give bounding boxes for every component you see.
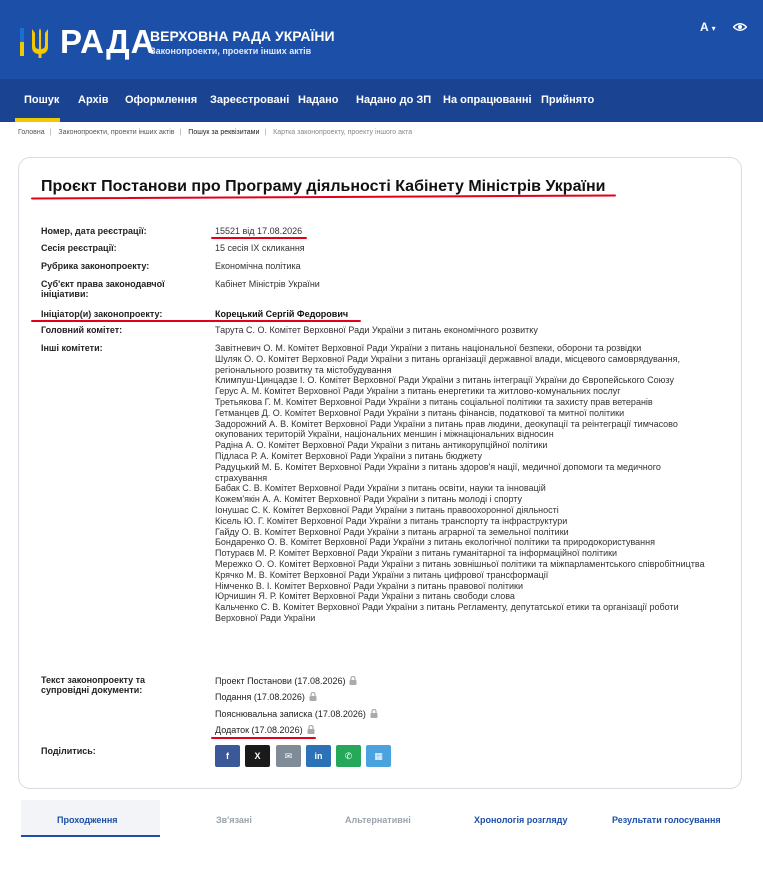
document-link-label: Проект Постанови (17.08.2026) [215, 676, 346, 686]
nav-item-provided-to-zp[interactable]: Надано до ЗП [356, 94, 432, 106]
committee-item: Потураєв М. Р. Комітет Верховної Ради України з питань гуманітарної та інформаційної політики [215, 548, 618, 559]
qr-share-button[interactable]: ▦ [366, 745, 391, 767]
committee-item: Герус А. М. Комітет Верховної Ради України з питань енергетики та житлово-комунальних послуг [215, 386, 621, 397]
main-committee-value: Тарута С. О. Комітет Верховної Ради України з питань економічного розвитку [215, 325, 538, 335]
breadcrumb: Головна | Законопроекти, проекти інших актів | Пошук за реквізитами | Картка законопроекту, проекту іншого акта [18, 129, 413, 136]
subject-label-line-2: ініціативи: [41, 289, 89, 299]
reg-value: 15521 від 17.08.2026 [215, 226, 303, 236]
committee-item: Задорожний А. В. Комітет Верховної Ради України з питань прав людини, деокупації та реінтеграції тимчасово окупованих територій України, національних меншин і міжнаціональних відносин [215, 418, 678, 440]
tab-voting-results[interactable]: Результати голосування [612, 815, 721, 825]
breadcrumb-home[interactable]: Головна [18, 129, 45, 136]
subject-value: Кабінет Міністрів України [215, 279, 320, 289]
reg-highlight-line [211, 237, 307, 239]
other-committees-label: Інші комітети: [41, 343, 103, 353]
session-value: 15 сесія IX скликання [215, 243, 305, 253]
site-subtitle: Законопроекти, проекти інших актів [150, 46, 312, 56]
document-link[interactable] [215, 709, 378, 719]
tab-chronology[interactable]: Хронологія розгляду [474, 815, 568, 825]
rubric-label: Рубрика законопроекту: [41, 261, 150, 271]
committee-item: Бондаренко О. В. Комітет Верховної Ради України з питань екологічної політики та природокористування [215, 537, 655, 548]
site-title: ВЕРХОВНА РАДА УКРАЇНИ [150, 28, 335, 44]
nav-item-processing[interactable]: На опрацюванні [443, 94, 532, 106]
breadcrumb-bills[interactable]: Законопроекти, проекти інших актів [58, 129, 175, 136]
main-nav [0, 79, 763, 122]
tabs-bar [0, 800, 763, 837]
nav-item-registered[interactable]: Зареєстровані [210, 94, 290, 106]
committee-item: Іонушас С. К. Комітет Верховної Ради України з питань правоохоронної діяльності [215, 504, 559, 515]
breadcrumb-current: Картка законопроекту, проекту іншого акта [273, 129, 413, 136]
font-size-letter: A [700, 20, 709, 34]
document-link-label: Пояснювальна записка (17.08.2026) [215, 709, 366, 719]
reg-label: Номер, дата реєстрації: [41, 226, 147, 236]
tab-related[interactable]: Зв'язані [216, 815, 252, 825]
committee-item: Гетманцев Д. О. Комітет Верховної Ради України з питань фінансів, податкової та митної політики [215, 407, 625, 418]
subject-label [41, 279, 165, 299]
breadcrumb-search[interactable]: Пошук за реквізитами [188, 129, 260, 136]
initiator-highlight-line [31, 320, 361, 322]
committee-item: Німченко В. І. Комітет Верховної Ради України з питань правової політики [215, 580, 524, 591]
docs-label [41, 675, 145, 695]
linkedin-share-button[interactable]: in [306, 745, 331, 767]
document-link-label: Подання (17.08.2026) [215, 692, 305, 702]
subject-label-line-1: Суб'єкт права законодавчої [41, 279, 165, 289]
lock-icon [370, 709, 378, 718]
initiator-value[interactable]: Корецький Сергій Федорович [215, 309, 349, 319]
document-link[interactable] [215, 692, 317, 702]
rubric-value: Економічна політика [215, 261, 301, 271]
main-committee-label: Головний комітет: [41, 325, 123, 335]
committee-item: Кальченко С. В. Комітет Верховної Ради України з питань Регламенту, депутатської етики та організації роботи Верховної Ради України [215, 602, 679, 623]
committee-item: Підласа Р. А. Комітет Верховної Ради України з питань бюджету [215, 450, 483, 461]
font-size-toggle[interactable] [700, 20, 716, 34]
initiator-label: Ініціатор(и) законопроекту: [41, 309, 163, 319]
lock-icon [349, 676, 357, 685]
nav-item-archive[interactable]: Архів [78, 94, 109, 106]
nav-item-design[interactable]: Оформлення [125, 94, 198, 106]
committee-item: Юрчишин Я. Р. Комітет Верховної Ради України з питань свободи слова [215, 591, 515, 602]
session-label: Сесія реєстрації: [41, 243, 117, 253]
whatsapp-share-button[interactable]: ✆ [336, 745, 361, 767]
trident-logo-icon[interactable] [20, 23, 60, 61]
committee-item: Бабак С. В. Комітет Верховної Ради України з питань освіти, науки та інновацій [215, 483, 546, 494]
lock-icon [309, 692, 317, 701]
committee-item: Климпуш-Цинцадзе І. О. Комітет Верховної Ради України з питань інтеграції України до Європейського Союзу [215, 375, 674, 386]
tab-alternative[interactable]: Альтернативні [345, 815, 411, 825]
nav-item-search[interactable]: Пошук [24, 94, 60, 106]
font-size-arrow: ▾ [711, 24, 716, 33]
email-share-button[interactable]: ✉ [276, 745, 301, 767]
committee-item: Шуляк О. О. Комітет Верховної Ради України з питань організації державної влади, місцевого самоврядування, регіонального розвитку та містобудування [215, 353, 680, 375]
docs-label-line-2: супровідні документи: [41, 685, 143, 695]
document-highlight-line [211, 737, 316, 739]
committee-item: Завітневич О. М. Комітет Верховної Ради України з питань національної безпеки, оборони та розвідки [215, 343, 642, 353]
committee-item: Радіна А. О. Комітет Верховної Ради України з питань антикорупційної політики [215, 440, 548, 451]
eye-icon[interactable] [733, 22, 747, 32]
bill-title: Проєкт Постанови про Програму діяльності Кабінету Міністрів України [41, 178, 606, 195]
logo-wordmark[interactable]: РАДА [60, 23, 156, 60]
committee-item: Радуцький М. Б. Комітет Верховної Ради України з питань здоров'я нації, медичної допомоги та медичного страхування [215, 461, 661, 483]
committee-item: Крячко М. В. Комітет Верховної Ради України з питань цифрової трансформації [215, 569, 549, 580]
facebook-share-button[interactable]: f [215, 745, 240, 767]
nav-item-adopted[interactable]: Прийнято [541, 94, 595, 106]
docs-label-line-1: Текст законопроекту та [41, 675, 146, 685]
nav-item-provided[interactable]: Надано [298, 94, 339, 106]
site-header [0, 0, 763, 79]
share-label: Поділитись: [41, 746, 96, 756]
document-link[interactable] [215, 676, 357, 686]
lock-icon [307, 725, 315, 734]
document-link-label: Додаток (17.08.2026) [215, 725, 303, 735]
document-link[interactable] [215, 725, 315, 735]
committee-item: Мережко О. О. Комітет Верховної Ради України з питань зовнішньої політики та міжпарламентського співробітництва [215, 558, 705, 569]
tab-progress[interactable]: Проходження [57, 815, 118, 825]
x-share-button[interactable]: X [245, 745, 270, 767]
committee-item: Кісель Ю. Г. Комітет Верховної Ради України з питань транспорту та інфраструктури [215, 515, 568, 526]
nav-active-indicator [15, 118, 60, 122]
committee-item: Гайду О. В. Комітет Верховної Ради України з питань аграрної та земельної політики [215, 526, 569, 537]
other-committees-list [215, 343, 715, 624]
committee-item: Третьякова Г. М. Комітет Верховної Ради України з питань соціальної політики та захисту прав ветеранів [215, 396, 653, 407]
committee-item: Кожем'якін А. А. Комітет Верховної Ради України з питань молоді і спорту [215, 494, 523, 505]
